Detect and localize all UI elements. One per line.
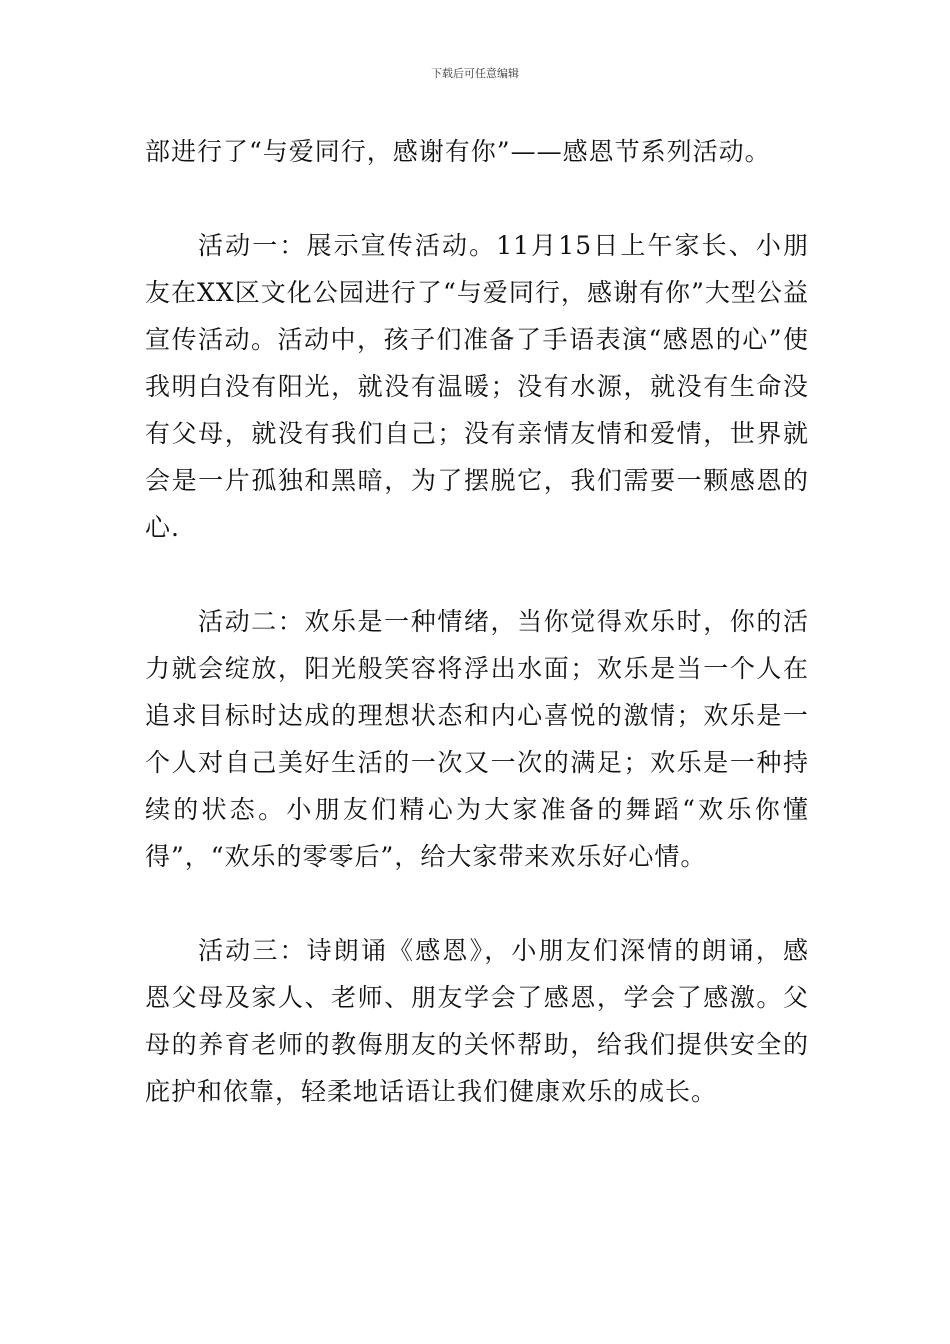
paragraph-gap [145, 880, 809, 927]
document-body [145, 128, 809, 1115]
paragraph-activity-two: 活动二：欢乐是一种情绪，当你觉得欢乐时，你的活力就会绽放，阳光般笑容将浮出水面；欢乐是当一个人在追求目标时达成的理想状态和内心喜悦的激情；欢乐是一个人对自己美好生活的一次又一次的满足；欢乐是一种持续的状态。小朋友们精心为大家准备的舞蹈“欢乐你懂得”，“欢乐的零零后”，给大家带来欢乐好心情。 [145, 607, 809, 871]
paragraph-gap [145, 551, 809, 598]
paragraph-activity-three: 活动三：诗朗诵《感恩》，小朋友们深情的朗诵，感恩父母及家人、老师、朋友学会了感恩，学会了感激。父母的养育老师的教侮朋友的关怀帮助，给我们提供安全的庇护和依靠，轻柔地话语让我们健康欢乐的成长。 [145, 936, 809, 1106]
paragraph-activity-one: 活动一：展示宣传活动。11月15日上午家长、小朋友在XX区文化公园进行了“与爱同行，感谢有你”大型公益宣传活动。活动中，孩子们准备了手语表演“感恩的心”使我明白没有阳光，就没有温暖；没有水源，就没有生命没有父母，就没有我们自己；没有亲情友情和爱情，世界就会是一片孤独和黑暗，为了摆脱它，我们需要一颗感恩的心. [145, 231, 809, 542]
page-header-note: 下载后可任意编辑 [431, 67, 519, 80]
paragraph-continuation: 部进行了“与爱同行，感谢有你”——感恩节系列活动。 [145, 137, 771, 166]
paragraph-gap [145, 175, 809, 222]
